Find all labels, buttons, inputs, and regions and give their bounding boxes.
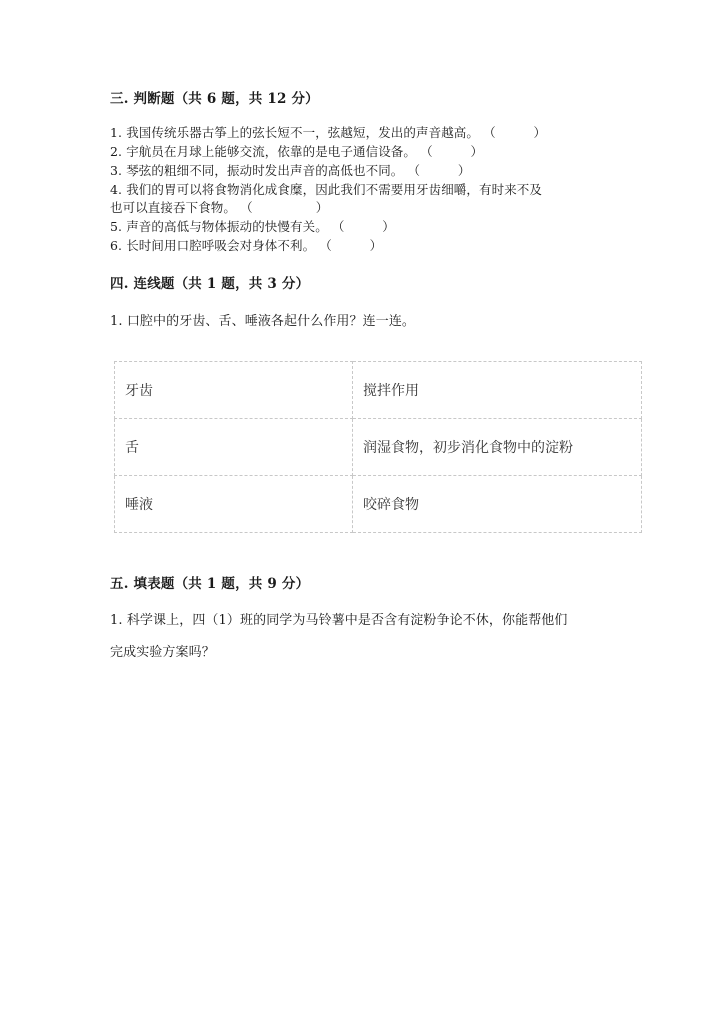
section-4-heading: 四. 连线题（共 1 题，共 3 分） [110,276,310,292]
judgment-item-6 [110,236,382,254]
judgment-item-3 [110,161,471,179]
answer-blank-5[interactable]: （ ） [331,219,395,234]
judgment-item-5 [110,217,395,235]
judgment-item-1-text: 1. 我国传统乐器古筝上的弦长短不一，弦越短，发出的声音越高。 [110,125,480,140]
answer-blank-6[interactable]: （ ） [319,238,383,253]
fill-table-question-line-2: 完成实验方案吗？ [110,645,215,660]
matching-right-item[interactable]: 润湿食物，初步消化食物中的淀粉 [353,419,642,476]
judgment-item-6-text: 6. 长时间用口腔呼吸会对身体不利。 [110,238,316,253]
table-row [115,476,642,533]
answer-blank-4[interactable]: （ ） [240,200,329,215]
judgment-item-3-text: 3. 琴弦的粗细不同，振动时发出声音的高低也不同。 [110,163,404,178]
fill-table-question-line-1: 1. 科学课上，四（1）班的同学为马铃薯中是否含有淀粉争论不休，你能帮他们 [110,613,568,628]
matching-right-item[interactable]: 搅拌作用 [353,362,642,419]
judgment-item-2-text: 2. 宇航员在月球上能够交流，依靠的是电子通信设备。 [110,144,417,159]
matching-left-item[interactable]: 唾液 [115,476,353,533]
matching-right-item[interactable]: 咬碎食物 [353,476,642,533]
judgment-item-4-text-cont: 也可以直接吞下食物。 [110,200,237,215]
judgment-item-2 [110,142,483,160]
judgment-item-4-line-2 [110,198,328,216]
judgment-item-4-text: 4. 我们的胃可以将食物消化成食糜，因此我们不需要用牙齿细嚼，有时来不及 [110,182,543,197]
judgment-item-4-line-1 [110,180,542,198]
matching-left-item[interactable]: 牙齿 [115,362,353,419]
section-5-heading: 五. 填表题（共 1 题，共 9 分） [110,576,310,592]
table-row [115,419,642,476]
answer-blank-2[interactable]: （ ） [420,144,484,159]
section-3-heading: 三. 判断题（共 6 题，共 12 分） [110,91,319,107]
judgment-item-1 [110,123,546,141]
matching-left-item[interactable]: 舌 [115,419,353,476]
table-row [115,362,642,419]
answer-blank-1[interactable]: （ ） [483,125,547,140]
matching-table [114,361,642,533]
judgment-item-5-text: 5. 声音的高低与物体振动的快慢有关。 [110,219,328,234]
matching-question: 1. 口腔中的牙齿、舌、唾液各起什么作用？连一连。 [110,314,416,329]
answer-blank-3[interactable]: （ ） [407,163,471,178]
